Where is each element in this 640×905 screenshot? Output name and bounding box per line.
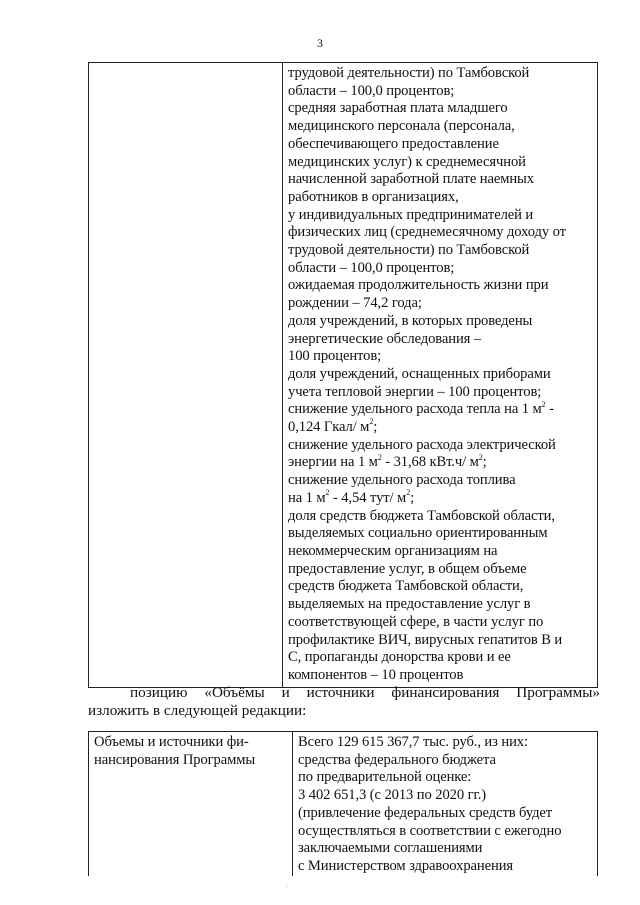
text-line: доля учреждений, в которых проведены	[288, 312, 533, 329]
superscript: 2	[541, 399, 546, 409]
text-line: медицинских услуг) к среднемесячной	[288, 153, 526, 170]
indicators-table	[88, 62, 598, 688]
text: на 1 м	[288, 489, 326, 506]
text-line: доля учреждений, оснащенных приборами	[288, 365, 551, 382]
text: ;	[482, 454, 487, 471]
text-line: некоммерческим организациям на	[288, 542, 498, 559]
text: - 4,54 тут/ м	[329, 489, 407, 506]
text-line: соответствующей сфере, в части услуг по	[288, 613, 544, 630]
indicators-table-left-cell	[89, 63, 283, 688]
text-line: трудовой деятельности) по Тамбовской	[288, 65, 530, 81]
funding-table-label-cell	[89, 732, 293, 877]
funding-table	[88, 731, 598, 876]
text-line: 100 процентов;	[288, 348, 382, 365]
text-line: учета тепловой энергии – 100 процентов;	[288, 383, 542, 400]
text-line: средства федерального бюджета	[298, 751, 496, 768]
text: - 31,68 кВт.ч/ м	[381, 454, 479, 471]
text-line: выделяемых на предоставление услуг в	[288, 596, 531, 613]
text: энергии на 1 м	[288, 454, 378, 471]
electricity-reduction-line: снижение удельного расхода электрической	[288, 436, 556, 453]
fuel-reduction-line: снижение удельного расхода топлива	[288, 472, 516, 489]
superscript: 2	[325, 488, 330, 498]
text-line: С, пропаганды донорства крови и ее	[288, 649, 511, 666]
text-line: физических лиц (среднемесячному доходу от	[288, 224, 566, 241]
heat-reduction-line	[288, 401, 591, 419]
text-line: предоставление услуг, в общем объеме	[288, 560, 527, 577]
text: ;	[410, 489, 415, 506]
text-line: трудовой деятельности) по Тамбовской	[288, 242, 530, 259]
text-line: средств бюджета Тамбовской области,	[288, 578, 524, 595]
text-line: обеспечивающего предоставление	[288, 135, 499, 152]
text-line: 3 402 651,3 (с 2013 по 2020 гг.)	[298, 787, 487, 804]
text-line: по предварительной оценке:	[298, 769, 472, 786]
text-line: медицинского персонала (персонала,	[288, 118, 515, 135]
text-line: Всего 129 615 367,7 тыс. руб., из них:	[298, 734, 528, 750]
fuel-reduction-value-line	[288, 490, 591, 508]
text-line: выделяемых социально ориентированным	[288, 525, 548, 542]
scan-speck: ·	[286, 884, 288, 890]
text-line: средняя заработная плата младшего	[288, 100, 508, 117]
text-line: профилактике ВИЧ, вирусных гепатитов В и	[288, 631, 563, 648]
text-line: Объемы и источники фи-	[94, 734, 249, 750]
text: позицию «Объёмы и источники финансирования Программы»	[130, 684, 600, 701]
superscript: 2	[406, 488, 411, 498]
indicators-table-right-cell	[283, 63, 598, 688]
text-line: (привлечение федеральных средств будет	[298, 804, 553, 821]
text-line: работников в организациях,	[288, 188, 459, 205]
text-line: у индивидуальных предпринимателей и	[288, 206, 534, 223]
funding-table-value-cell	[293, 732, 598, 877]
text-line: доля средств бюджета Тамбовской области,	[288, 507, 555, 524]
text-line: области – 100,0 процентов;	[288, 259, 455, 276]
superscript: 2	[377, 452, 382, 462]
text-line: области – 100,0 процентов;	[288, 82, 455, 99]
superscript: 2	[478, 452, 483, 462]
amendment-paragraph-line-1	[88, 684, 600, 702]
text-line: энергетические обследования –	[288, 330, 482, 347]
text-line: заключаемыми соглашениями	[298, 840, 483, 857]
text-line: нансирования Программы	[94, 751, 256, 768]
amendment-paragraph-line-2: изложить в следующей редакции:	[88, 702, 307, 719]
text-line: осуществляться в соответствии с ежегодно	[298, 822, 562, 839]
superscript: 2	[369, 417, 374, 427]
text-line: с Министерством здравоохранения	[298, 857, 514, 874]
text: -	[545, 401, 554, 418]
text-line: ожидаемая продолжительность жизни при	[288, 277, 549, 294]
text: снижение удельного расхода тепла на 1 м	[288, 401, 542, 418]
text: ;	[373, 419, 378, 436]
page-number: 3	[317, 36, 323, 50]
text-line: рождении – 74,2 года;	[288, 295, 422, 312]
text-line: начисленной заработной плате наемных	[288, 171, 534, 188]
text: 0,124 Гкал/ м	[288, 419, 370, 436]
text-line: компонентов – 10 процентов	[288, 666, 464, 683]
electricity-reduction-value-line	[288, 454, 591, 472]
heat-reduction-value-line	[288, 419, 591, 437]
